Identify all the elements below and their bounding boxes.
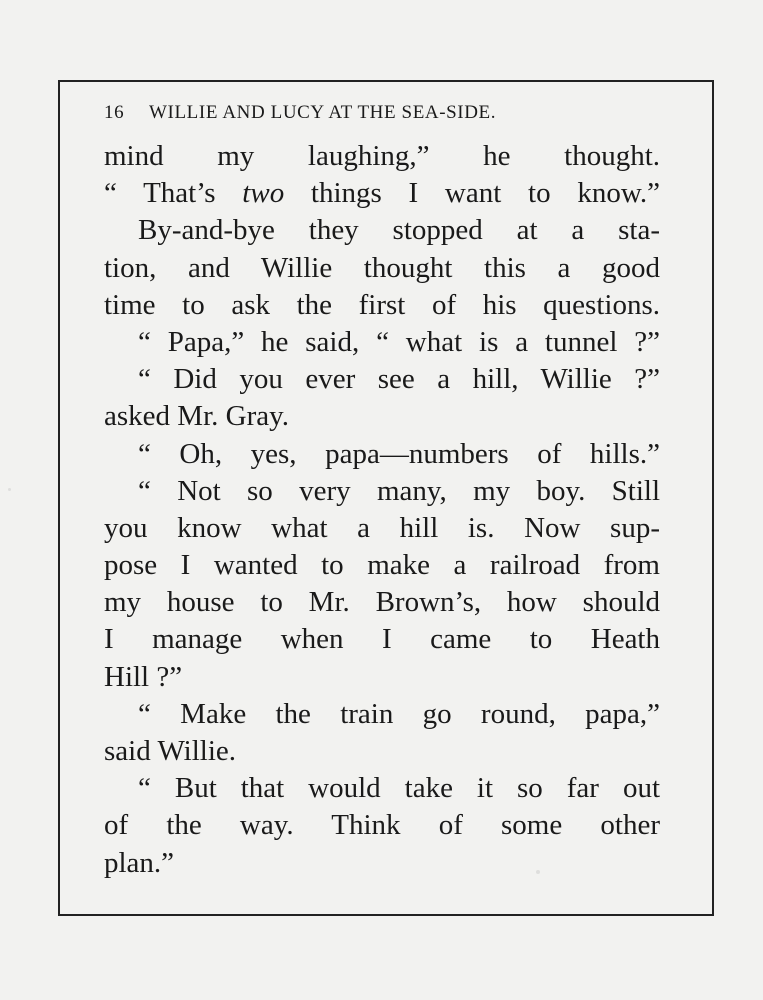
text-line: plan.” (104, 846, 175, 879)
text-line: you know what a hill is. Now sup- (104, 511, 660, 544)
text-line: “ But that would take it so far out (138, 772, 660, 805)
text-line: “ Not so very many, my boy. Still (138, 474, 660, 507)
text-line: By-and-bye they stopped at a sta- (138, 214, 660, 247)
text-line: time to ask the first of his questions. (104, 288, 660, 321)
text-line: asked Mr. Gray. (104, 400, 289, 433)
text-line: my house to Mr. Brown’s, how should (104, 586, 660, 619)
text-line-part: things I want to know.” (284, 177, 660, 210)
emphasis-two: two (242, 177, 285, 210)
text-line: I manage when I came to Heath (104, 623, 660, 656)
text-line: of the way. Think of some other (104, 809, 660, 842)
paper-speck (8, 488, 11, 491)
text-line: “ Papa,” he said, “ what is a tunnel ?” (138, 325, 660, 358)
text-line: “ Oh, yes, papa—numbers of hills.” (138, 437, 660, 470)
text-line: mind my laughing,” he thought. (104, 140, 660, 172)
page-number: 16 (104, 102, 125, 123)
text-line: said Willie. (104, 735, 237, 767)
body-text (104, 138, 660, 882)
text-line: tion, and Willie thought this a good (104, 251, 660, 284)
text-line (104, 175, 660, 212)
text-line: “ Did you ever see a hill, Willie ?” (138, 363, 660, 396)
text-line: “ Make the train go round, papa,” (138, 697, 660, 730)
text-line-part: “ That’s (104, 177, 243, 210)
book-title: WILLIE AND LUCY AT THE SEA-SIDE. (149, 102, 497, 123)
paper-speck (536, 870, 540, 874)
running-head (104, 102, 664, 124)
text-line: pose I wanted to make a railroad from (104, 549, 660, 582)
text-line: Hill ?” (104, 660, 183, 693)
